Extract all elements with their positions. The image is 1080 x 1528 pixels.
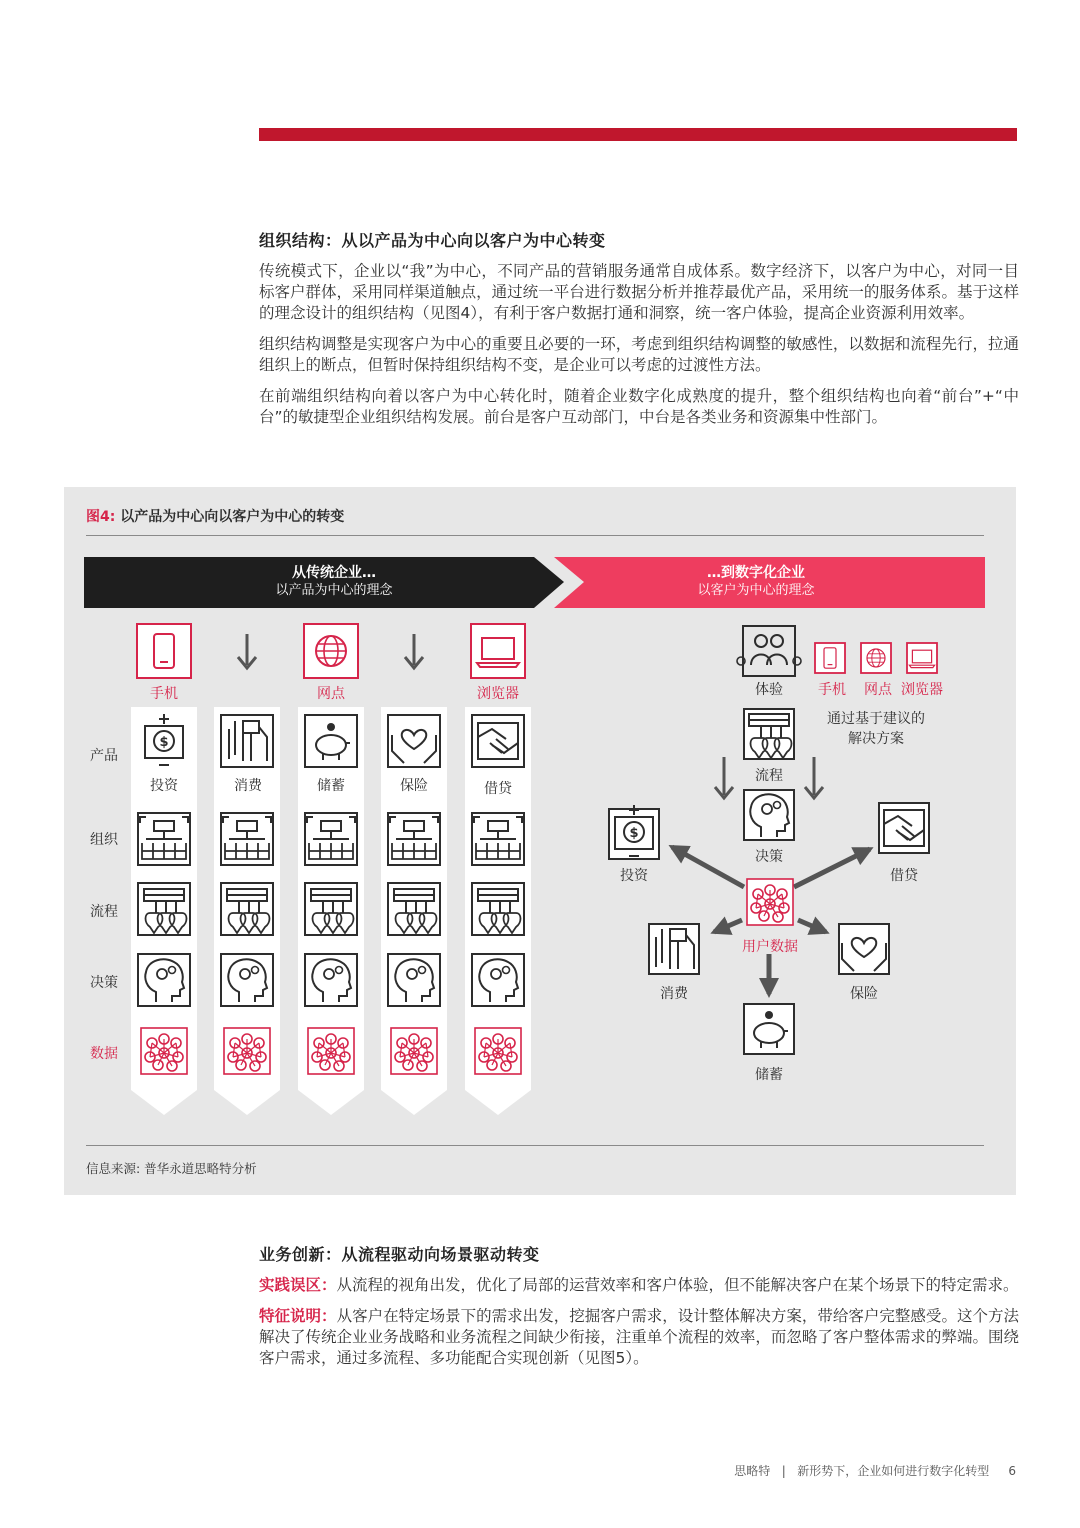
row-label: 组织 bbox=[90, 832, 118, 848]
data-network-icon bbox=[141, 1028, 187, 1074]
item-text: 从流程的视角出发，优化了局部的运营效率和客户体验，但不能解决客户在某个场景下的特定需求。 bbox=[336, 1276, 1019, 1294]
insurance-box bbox=[839, 924, 889, 974]
channel-label: 网点 bbox=[317, 686, 345, 702]
spoke-label: 消费 bbox=[660, 986, 688, 1002]
paragraph: 组织结构调整是实现客户为中心的重要且必要的一环，考虑到组织结构调整的敏感性，以数据和流程先行，拉通组织上的断点，但暂时保持组织结构不变，是企业可以考虑的过渡性方法。 bbox=[259, 335, 1019, 374]
decision-label: 决策 bbox=[755, 849, 783, 865]
left-banner-title: 从传统企业… bbox=[292, 565, 376, 581]
arrow-down-icon bbox=[715, 757, 733, 798]
solution-label: 通过基于建议的解决方案 bbox=[827, 711, 925, 747]
product-label: 保险 bbox=[400, 778, 428, 794]
arrow-to-consume bbox=[714, 920, 742, 932]
row-label: 决策 bbox=[90, 975, 118, 991]
product-columns bbox=[131, 707, 531, 1115]
section-org-structure bbox=[259, 228, 1019, 438]
process-label: 流程 bbox=[755, 768, 783, 784]
right-channel-label: 浏览器 bbox=[901, 682, 943, 698]
spoke-label: 储蓄 bbox=[755, 1067, 783, 1083]
product-label: 投资 bbox=[150, 778, 178, 794]
data-network-icon bbox=[224, 1028, 270, 1074]
figure-graphic: $ bbox=[64, 487, 1016, 1195]
channel-phone-box bbox=[137, 624, 191, 678]
laptop-icon-box bbox=[907, 643, 937, 673]
product-label: 消费 bbox=[234, 778, 262, 794]
footer-separator: | bbox=[781, 1464, 786, 1478]
page-footer bbox=[734, 1462, 1016, 1479]
spoke-label: 保险 bbox=[850, 986, 878, 1002]
figure-title-text: 以产品为中心向以客户为中心的转变 bbox=[120, 509, 345, 525]
item-text: 从客户在特定场景下的需求出发，挖掘客户需求，设计整体解决方案，带给客户完整感受。这个方法解决了传统企业业务战略和业务流程之间缺少衔接，注重单个流程的效率，而忽略了客户整体需求的弊端。围绕客户需求，通过多流程、多功能配合实现创新（见图5）。 bbox=[259, 1307, 1019, 1367]
arrow-to-insurance bbox=[798, 920, 826, 932]
spoke-label: 投资 bbox=[620, 868, 648, 884]
right-banner-subtitle: 以客户为中心的理念 bbox=[697, 583, 815, 598]
row-label: 数据 bbox=[90, 1046, 118, 1062]
footer-title: 新形势下，企业如何进行数字化转型 bbox=[797, 1464, 990, 1478]
arrow-to-loan bbox=[794, 849, 870, 887]
row-label: 流程 bbox=[90, 904, 118, 920]
experience-icon bbox=[737, 626, 801, 676]
paragraph: 传统模式下，企业以“我”为中心，不同产品的营销服务通常自成体系。数字经济下，以客户为中心，对同一目标客户群体，采用同样渠道触点，通过统一平台进行数据分析并推荐最优产品，采用统一的服务体系。基于这样的理念设计的组织结构（见图4），有利于客户数据打通和洞察，统一客户体验，提高企业资源利用效率。 bbox=[259, 262, 1019, 322]
row-label: 产品 bbox=[90, 748, 118, 764]
experience-label: 体验 bbox=[755, 682, 783, 698]
paragraph bbox=[259, 1306, 1019, 1369]
right-banner-text bbox=[676, 565, 836, 599]
channel-label: 浏览器 bbox=[477, 686, 519, 702]
header-accent-bar bbox=[259, 128, 1017, 141]
page-number: 6 bbox=[1008, 1464, 1016, 1478]
product-label: 储蓄 bbox=[317, 778, 345, 794]
divider bbox=[86, 1145, 984, 1146]
arrow-down-icon bbox=[238, 634, 256, 668]
arrow-down-icon bbox=[405, 634, 423, 668]
spoke-label: 借贷 bbox=[890, 868, 918, 884]
figure-number: 图4: bbox=[86, 509, 116, 525]
section-heading: 组织结构：从以产品为中心向以客户为中心转变 bbox=[259, 231, 606, 250]
channel-branch-box bbox=[304, 624, 358, 678]
paragraph: 在前端组织结构向着以客户为中心转化时，随着企业数字化成熟度的提升，整个组织结构也向着“前台”+“中台”的敏捷型企业组织结构发展。前台是客户互动部门，中台是各类业务和资源集中性部门。 bbox=[259, 387, 1019, 426]
figure-4 bbox=[59, 481, 1016, 1195]
section-business-innovation bbox=[259, 1242, 1019, 1379]
paragraph bbox=[259, 1275, 1019, 1296]
right-banner-title: …到数字化企业 bbox=[707, 565, 805, 581]
section-heading: 业务创新：从流程驱动向场景驱动转变 bbox=[259, 1245, 540, 1264]
item-label: 实践误区： bbox=[259, 1276, 337, 1294]
right-channel-label: 网点 bbox=[864, 682, 892, 698]
user-data-label: 用户数据 bbox=[742, 939, 798, 955]
data-network-icon bbox=[391, 1028, 437, 1074]
product-label: 借贷 bbox=[484, 781, 512, 797]
data-network-icon bbox=[308, 1028, 354, 1074]
item-label: 特征说明： bbox=[259, 1307, 337, 1325]
left-banner-subtitle: 以产品为中心的理念 bbox=[275, 583, 393, 598]
footer-brand: 思略特 bbox=[734, 1464, 771, 1478]
user-data-icon bbox=[747, 879, 793, 925]
data-network-icon bbox=[475, 1028, 521, 1074]
channel-label: 手机 bbox=[150, 686, 178, 702]
left-banner-text bbox=[254, 565, 414, 599]
right-channel-label: 手机 bbox=[818, 682, 846, 698]
arrow-to-invest bbox=[672, 847, 744, 887]
figure-source: 信息来源: 普华永道思略特分析 bbox=[86, 1161, 257, 1176]
arrow-down-icon bbox=[805, 757, 823, 798]
channel-browser-box bbox=[471, 624, 525, 678]
